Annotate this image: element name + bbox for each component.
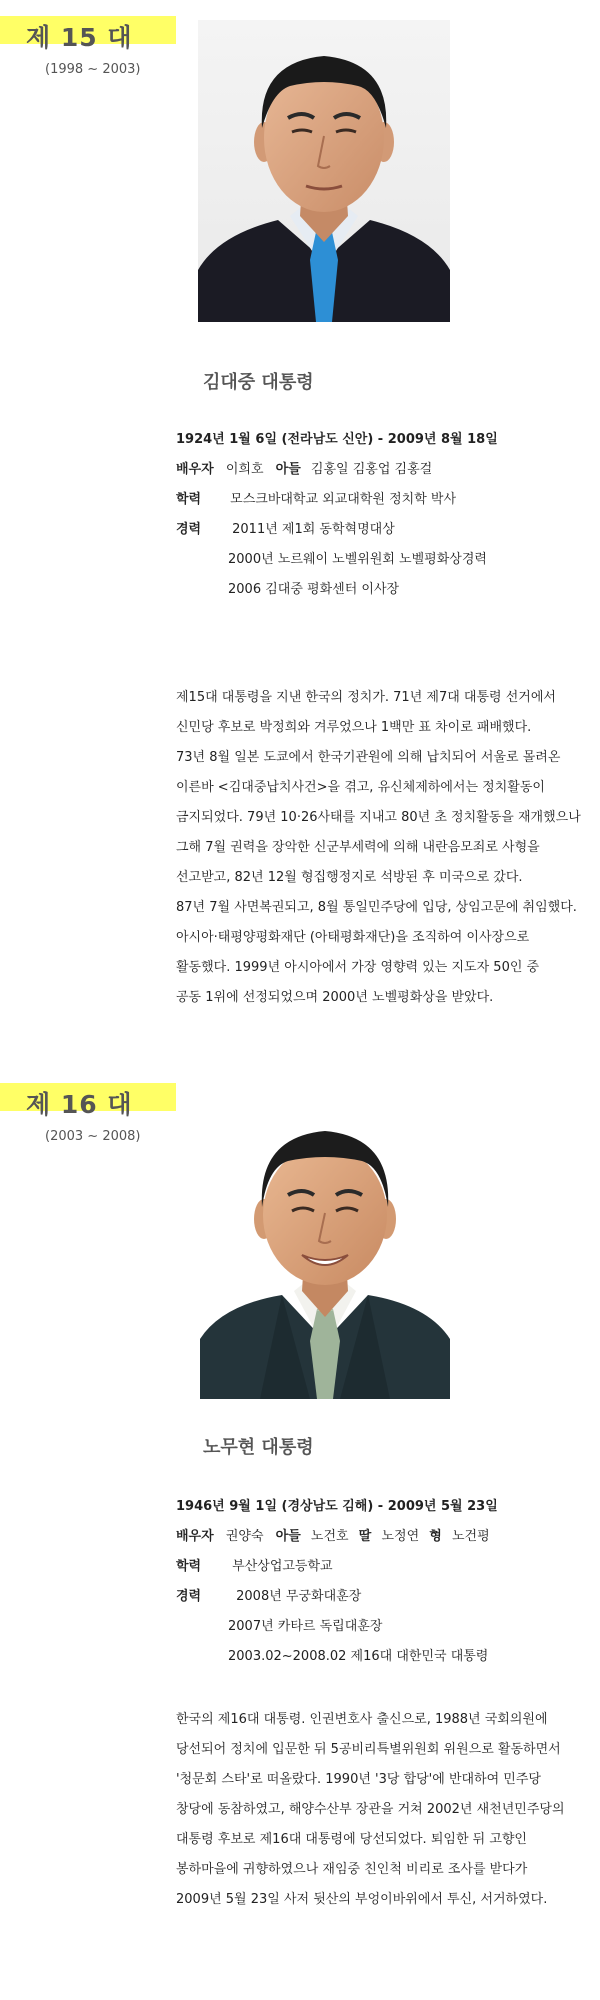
spouse-label: 배우자 (176, 1529, 214, 1544)
president-16-education-row (176, 1555, 333, 1574)
president-16-name: 노무현 대통령 (203, 1437, 314, 1458)
president-16-family-row (176, 1525, 490, 1544)
brother-value: 노건평 (451, 1529, 490, 1544)
bio-line: 이른바 <김대중납치사건>을 겪고, 유신체제하에서는 정치활동이 (176, 780, 545, 795)
education-value: 부산상업고등학교 (232, 1559, 333, 1574)
children-label: 아들 (275, 1529, 301, 1544)
bio-line: 금지되었다. 79년 10·26사태를 지내고 80년 초 정치활동을 재개했으나 (176, 810, 581, 825)
president-15-portrait (198, 20, 450, 322)
president-16-term: (2003 ~ 2008) (45, 1129, 141, 1144)
career-label: 경력 (176, 1589, 202, 1604)
bio-line: 활동했다. 1999년 아시아에서 가장 영향력 있는 지도자 50인 중 (176, 960, 540, 975)
education-label: 학력 (176, 492, 202, 507)
bio-line: 당선되어 정치에 입문한 뒤 5공비리특별위원회 위원으로 활동하면서 (176, 1742, 561, 1757)
children-label: 아들 (275, 462, 301, 477)
brother-label: 형 (429, 1529, 442, 1544)
career-item: 2003.02~2008.02 제16대 대한민국 대통령 (228, 1649, 489, 1664)
bio-line: 대통령 후보로 제16대 대통령에 당선되었다. 퇴임한 뒤 고향인 (176, 1832, 527, 1847)
bio-line: 87년 7월 사면복권되고, 8월 통일민주당에 입당, 상임고문에 취임했다. (176, 900, 577, 915)
president-15-career-row (176, 518, 395, 537)
bio-line: 한국의 제16대 대통령. 인권변호사 출신으로, 1988년 국회의원에 (176, 1712, 548, 1727)
president-15-name: 김대중 대통령 (203, 372, 314, 393)
bio-line: 봉하마을에 귀향하였으나 재임중 친인척 비리로 조사를 받다가 (176, 1862, 528, 1877)
daughter-value: 노정연 (381, 1529, 420, 1544)
spouse-label: 배우자 (176, 462, 214, 477)
education-value: 모스크바대학교 외교대학원 정치학 박사 (230, 492, 457, 507)
bio-line: 2009년 5월 23일 사저 뒷산의 부엉이바위에서 투신, 서거하였다. (176, 1892, 548, 1907)
president-16-portrait (200, 1109, 450, 1399)
bio-line: 공동 1위에 선정되었으며 2000년 노벨평화상을 받았다. (176, 990, 494, 1005)
president-15-term: (1998 ~ 2003) (45, 62, 141, 77)
president-16-section (0, 1083, 600, 1983)
president-16-number: 제 16 대 (26, 1090, 133, 1119)
daughter-label: 딸 (358, 1529, 372, 1544)
career-item: 2007년 카타르 독립대훈장 (228, 1619, 383, 1634)
president-15-section (0, 16, 600, 1016)
president-15-lifespan: 1924년 1월 6일 (전라남도 신안) - 2009년 8월 18일 (176, 432, 498, 447)
president-15-education-row (176, 488, 456, 507)
career-item: 2008년 무궁화대훈장 (236, 1589, 362, 1604)
bio-line: '청문회 스타'로 떠올랐다. 1990년 '3당 합당'에 반대하여 민주당 (176, 1772, 541, 1787)
bio-line: 신민당 후보로 박정희와 겨루었으나 1백만 표 차이로 패배했다. (176, 720, 532, 735)
career-label: 경력 (176, 522, 202, 537)
bio-line: 그해 7월 권력을 장악한 신군부세력에 의해 내란음모죄로 사형을 (176, 840, 540, 855)
bio-line: 창당에 동참하였고, 해양수산부 장관을 거쳐 2002년 새천년민주당의 (176, 1802, 565, 1817)
bio-line: 73년 8월 일본 도쿄에서 한국기관원에 의해 납치되어 서울로 몰려온 (176, 750, 561, 765)
president-15-number: 제 15 대 (26, 23, 133, 52)
spouse-value: 권양숙 (225, 1529, 264, 1544)
bio-line: 아시아·태평양평화재단 (아태평화재단)을 조직하여 이사장으로 (176, 930, 530, 945)
president-16-lifespan: 1946년 9월 1일 (경상남도 김해) - 2009년 5월 23일 (176, 1499, 498, 1514)
children-value: 김홍일 김홍업 김홍걸 (310, 462, 433, 477)
bio-line: 제15대 대통령을 지낸 한국의 정치가. 71년 제7대 대통령 선거에서 (176, 690, 556, 705)
bio-line: 선고받고, 82년 12월 형집행정지로 석방된 후 미국으로 갔다. (176, 870, 523, 885)
career-item: 2011년 제1회 동학혁명대상 (232, 522, 395, 537)
president-16-career-row (176, 1585, 361, 1604)
spouse-value: 이희호 (225, 462, 264, 477)
son-value: 노건호 (310, 1529, 349, 1544)
career-item: 2000년 노르웨이 노벨위원회 노벨평화상경력 (228, 552, 487, 567)
career-item: 2006 김대중 평화센터 이사장 (228, 582, 400, 597)
president-15-family-row (176, 458, 432, 477)
education-label: 학력 (176, 1559, 202, 1574)
